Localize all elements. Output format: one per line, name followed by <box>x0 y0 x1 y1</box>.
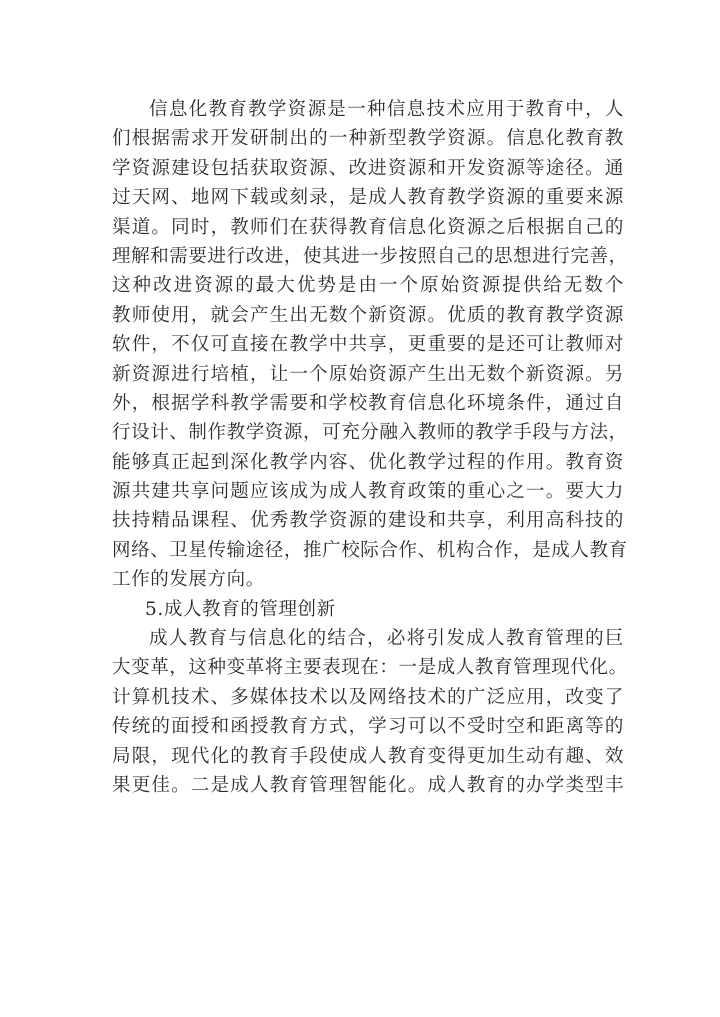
paragraph-line: 们根据需求开发研制出的一种新型教学资源。信息化教育教 <box>112 128 624 150</box>
paragraph-line: 新资源进行培植，让一个原始资源产生出无数个新资源。另 <box>112 363 624 385</box>
paragraph-line: 教师使用，就会产生出无数个新资源。优质的教育教学资源 <box>112 304 624 326</box>
paragraph-line: 工作的发展方向。 <box>112 569 265 591</box>
paragraph-line: 果更佳。二是成人教育管理智能化。成人教育的办学类型丰 <box>112 774 624 796</box>
paragraph-line: 行设计、制作教学资源，可充分融入教师的教学手段与方法， <box>112 422 628 444</box>
paragraph-line: 计算机技术、多媒体技术以及网络技术的广泛应用，改变了 <box>112 686 624 708</box>
paragraph-line: 过天网、地网下载或刻录，是成人教育教学资源的重要来源 <box>112 187 624 209</box>
paragraph-line: 学资源建设包括获取资源、改进资源和开发资源等途径。通 <box>112 157 624 179</box>
paragraph-resources <box>112 95 628 595</box>
paragraph-line: 扶持精品课程、优秀教学资源的建设和共享，利用高科技的 <box>112 510 624 532</box>
paragraph-line: 能够真正起到深化教学内容、优化教学过程的作用。教育资 <box>112 451 624 473</box>
section-heading: 5.成人教育的管理创新 <box>145 598 336 620</box>
paragraph-line: 软件，不仅可直接在教学中共享，更重要的是还可让教师对 <box>112 334 624 356</box>
paragraph-line: 局限，现代化的教育手段使成人教育变得更加生动有趣、效 <box>112 745 624 767</box>
paragraph-line: 渠道。同时，教师们在获得教育信息化资源之后根据自己的 <box>112 216 624 238</box>
paragraph-line: 传统的面授和函授教育方式，学习可以不受时空和距离等的 <box>112 716 624 738</box>
paragraph-line: 外，根据学科教学需要和学校教育信息化环境条件，通过自 <box>112 392 624 414</box>
paragraph-line: 这种改进资源的最大优势是由一个原始资源提供给无数个 <box>112 275 624 297</box>
paragraph-management <box>112 624 628 800</box>
document-body <box>112 95 628 800</box>
paragraph-line: 大变革，这种变革将主要表现在：一是成人教育管理现代化。 <box>112 657 628 679</box>
paragraph-line: 信息化教育教学资源是一种信息技术应用于教育中，人 <box>149 99 624 120</box>
paragraph-line: 成人教育与信息化的结合，必将引发成人教育管理的巨 <box>149 628 624 650</box>
paragraph-line: 网络、卫星传输途径，推广校际合作、机构合作，是成人教育 <box>112 539 628 561</box>
paragraph-line: 源共建共享问题应该成为成人教育政策的重心之一。要大力 <box>112 481 624 503</box>
paragraph-line: 理解和需要进行改进，使其进一步按照自己的思想进行完善， <box>112 245 628 267</box>
